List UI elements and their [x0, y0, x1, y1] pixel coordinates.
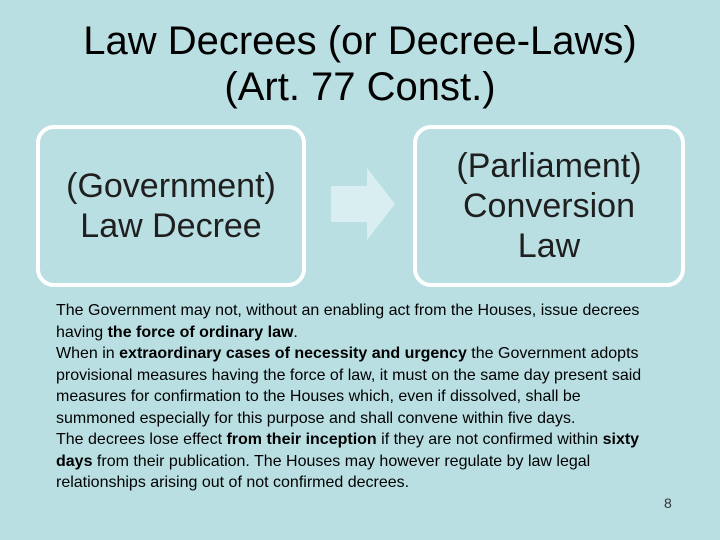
title-line-1: Law Decrees (or Decree-Laws)	[83, 19, 637, 63]
right-box-line-2: Conversion	[463, 187, 635, 225]
title-line-2: (Art. 77 Const.)	[224, 65, 496, 109]
paragraph-2: When in extraordinary cases of necessity and urgency the Government adopts provisional measures having the force of law, it must on the same day present said measures for confirmation to the Houses which, even if dissolved, shall be summoned especially for this purpose and shall convene within five days.	[56, 345, 642, 427]
left-box-line-2: Law Decree	[80, 207, 262, 245]
government-law-decree-box	[36, 125, 306, 287]
paragraph-1: The Government may not, without an enabling act from the Houses, issue decrees having the force of ordinary law.	[56, 302, 640, 341]
left-box-line-1: (Government)	[66, 167, 276, 205]
right-box-line-1: (Parliament)	[456, 147, 642, 185]
right-arrow-icon	[331, 168, 395, 240]
parliament-conversion-law-box	[413, 125, 685, 287]
page-number: 8	[664, 495, 672, 511]
paragraph-3: The decrees lose effect from their inception if they are not confirmed within sixty days from their publication. The Houses may however regulate by law legal relationships arising out of not confirmed decrees.	[56, 431, 640, 491]
body-text	[56, 300, 656, 494]
right-box-line-3: Law	[517, 227, 581, 265]
slide-title	[0, 18, 720, 110]
